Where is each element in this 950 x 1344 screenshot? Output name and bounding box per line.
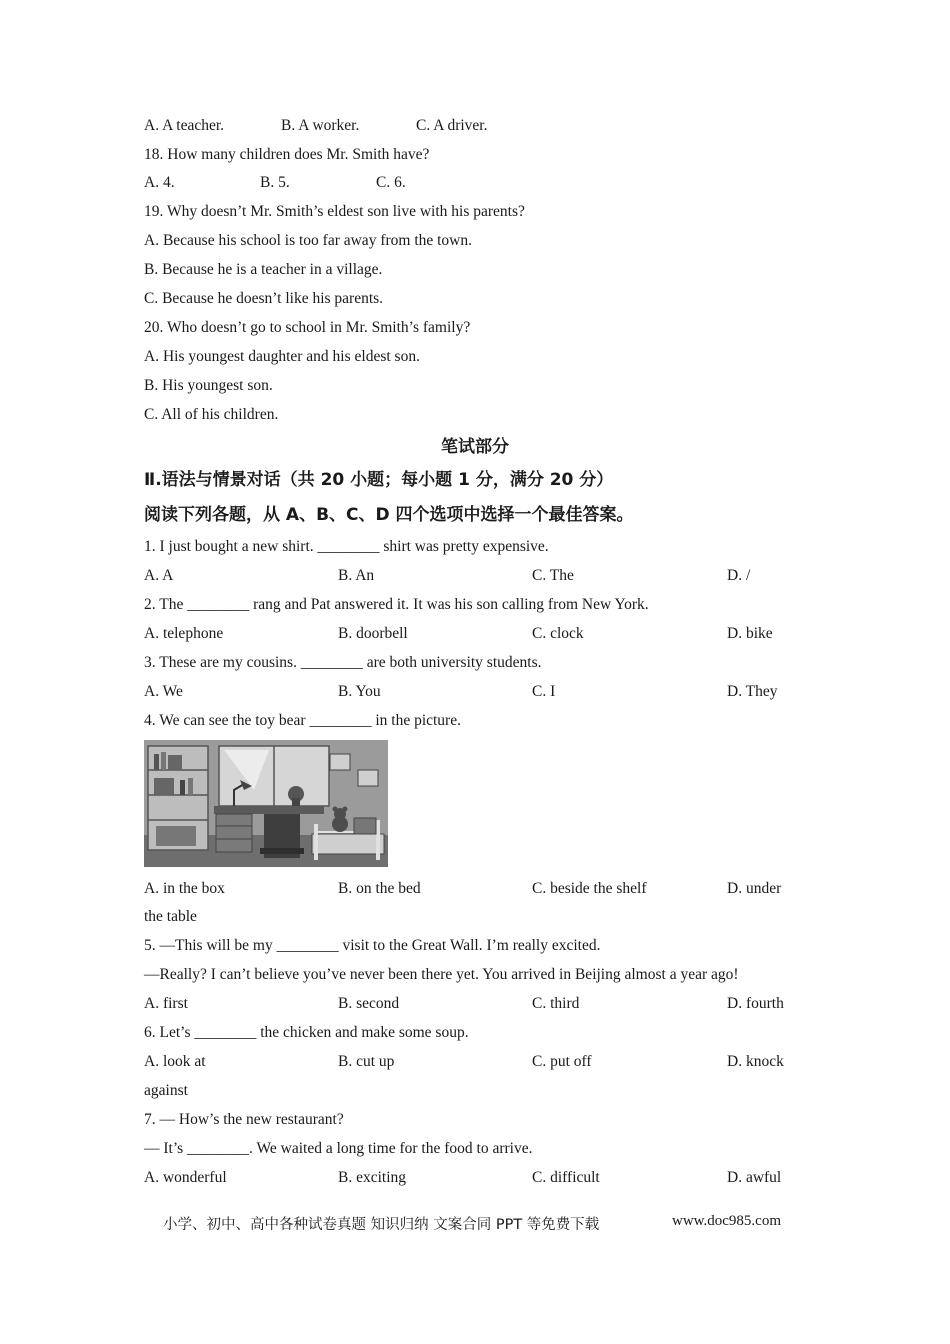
option: B. 5. xyxy=(260,174,290,191)
q20-question: 20. Who doesn’t go to school in Mr. Smith’s family? xyxy=(144,319,471,336)
option: B. A worker. xyxy=(281,117,360,134)
option: A. We xyxy=(144,683,183,700)
option: A. telephone xyxy=(144,625,224,642)
option: C. difficult xyxy=(532,1169,600,1186)
question-stem: 4. We can see the toy bear ________ in the picture. xyxy=(144,712,461,729)
instruction: 阅读下列各题，从 A、B、C、D 四个选项中选择一个最佳答案。 xyxy=(144,505,634,525)
option: A. A teacher. xyxy=(144,117,225,134)
option: B. doorbell xyxy=(338,625,408,642)
option: C. third xyxy=(532,995,580,1012)
option: D. fourth xyxy=(727,995,784,1012)
question-stem: 3. These are my cousins. ________ are both university students. xyxy=(144,654,542,671)
question-stem-2: —Really? I can’t believe you’ve never been there yet. You arrived in Beijing almost a year ago! xyxy=(144,966,739,983)
q20-option: C. All of his children. xyxy=(144,406,279,423)
bedroom-picture xyxy=(144,740,388,867)
option: C. put off xyxy=(532,1053,592,1070)
q20-option: A. His youngest daughter and his eldest son. xyxy=(144,348,420,365)
q20-option: B. His youngest son. xyxy=(144,377,273,394)
footer-text: 小学、初中、高中各种试卷真题 知识归纳 文案合同 PPT 等免费下载 xyxy=(163,1217,600,1233)
question-stem: 2. The ________ rang and Pat answered it. It was his son calling from New York. xyxy=(144,596,649,613)
option: B. cut up xyxy=(338,1053,395,1070)
option: C. beside the shelf xyxy=(532,880,647,897)
question-stem: 7. — How’s the new restaurant? xyxy=(144,1111,344,1128)
option: A. first xyxy=(144,995,188,1012)
question-stem: 5. —This will be my ________ visit to the Great Wall. I’m really excited. xyxy=(144,937,601,954)
option: C. The xyxy=(532,567,574,584)
option: A. A xyxy=(144,567,174,584)
q19-option: A. Because his school is too far away from the town. xyxy=(144,232,473,249)
q19-option: B. Because he is a teacher in a village. xyxy=(144,261,383,278)
option: C. clock xyxy=(532,625,584,642)
question-stem: 6. Let’s ________ the chicken and make some soup. xyxy=(144,1024,469,1041)
option: B. second xyxy=(338,995,400,1012)
q19-option: C. Because he doesn’t like his parents. xyxy=(144,290,384,307)
question-stem: 1. I just bought a new shirt. ________ shirt was pretty expensive. xyxy=(144,538,549,555)
option: D. awful xyxy=(727,1169,782,1186)
option: A. 4. xyxy=(144,174,175,191)
option: D. / xyxy=(727,567,751,584)
option: A. in the box xyxy=(144,880,225,897)
option: B. on the bed xyxy=(338,880,421,897)
section-title: 笔试部分 xyxy=(441,437,509,457)
option: D. They xyxy=(727,683,778,700)
option: D. bike xyxy=(727,625,773,642)
question-stem-2: — It’s ________. We waited a long time for the food to arrive. xyxy=(144,1140,533,1157)
option: B. An xyxy=(338,567,375,584)
option: C. 6. xyxy=(376,174,406,191)
option-wrap: the table xyxy=(144,908,197,925)
q18-question: 18. How many children does Mr. Smith have? xyxy=(144,146,430,163)
option: B. exciting xyxy=(338,1169,407,1186)
part-title: Ⅱ.语法与情景对话（共 20 小题；每小题 1 分，满分 20 分） xyxy=(144,470,614,490)
option: D. under xyxy=(727,880,782,897)
option: A. wonderful xyxy=(144,1169,227,1186)
option: A. look at xyxy=(144,1053,206,1070)
option: B. You xyxy=(338,683,381,700)
option: D. knock xyxy=(727,1053,784,1070)
option: C. A driver. xyxy=(416,117,488,134)
option: C. I xyxy=(532,683,556,700)
q19-question: 19. Why doesn’t Mr. Smith’s eldest son live with his parents? xyxy=(144,203,525,220)
option-wrap: against xyxy=(144,1082,188,1099)
footer-link[interactable]: www.doc985.com xyxy=(672,1213,782,1229)
